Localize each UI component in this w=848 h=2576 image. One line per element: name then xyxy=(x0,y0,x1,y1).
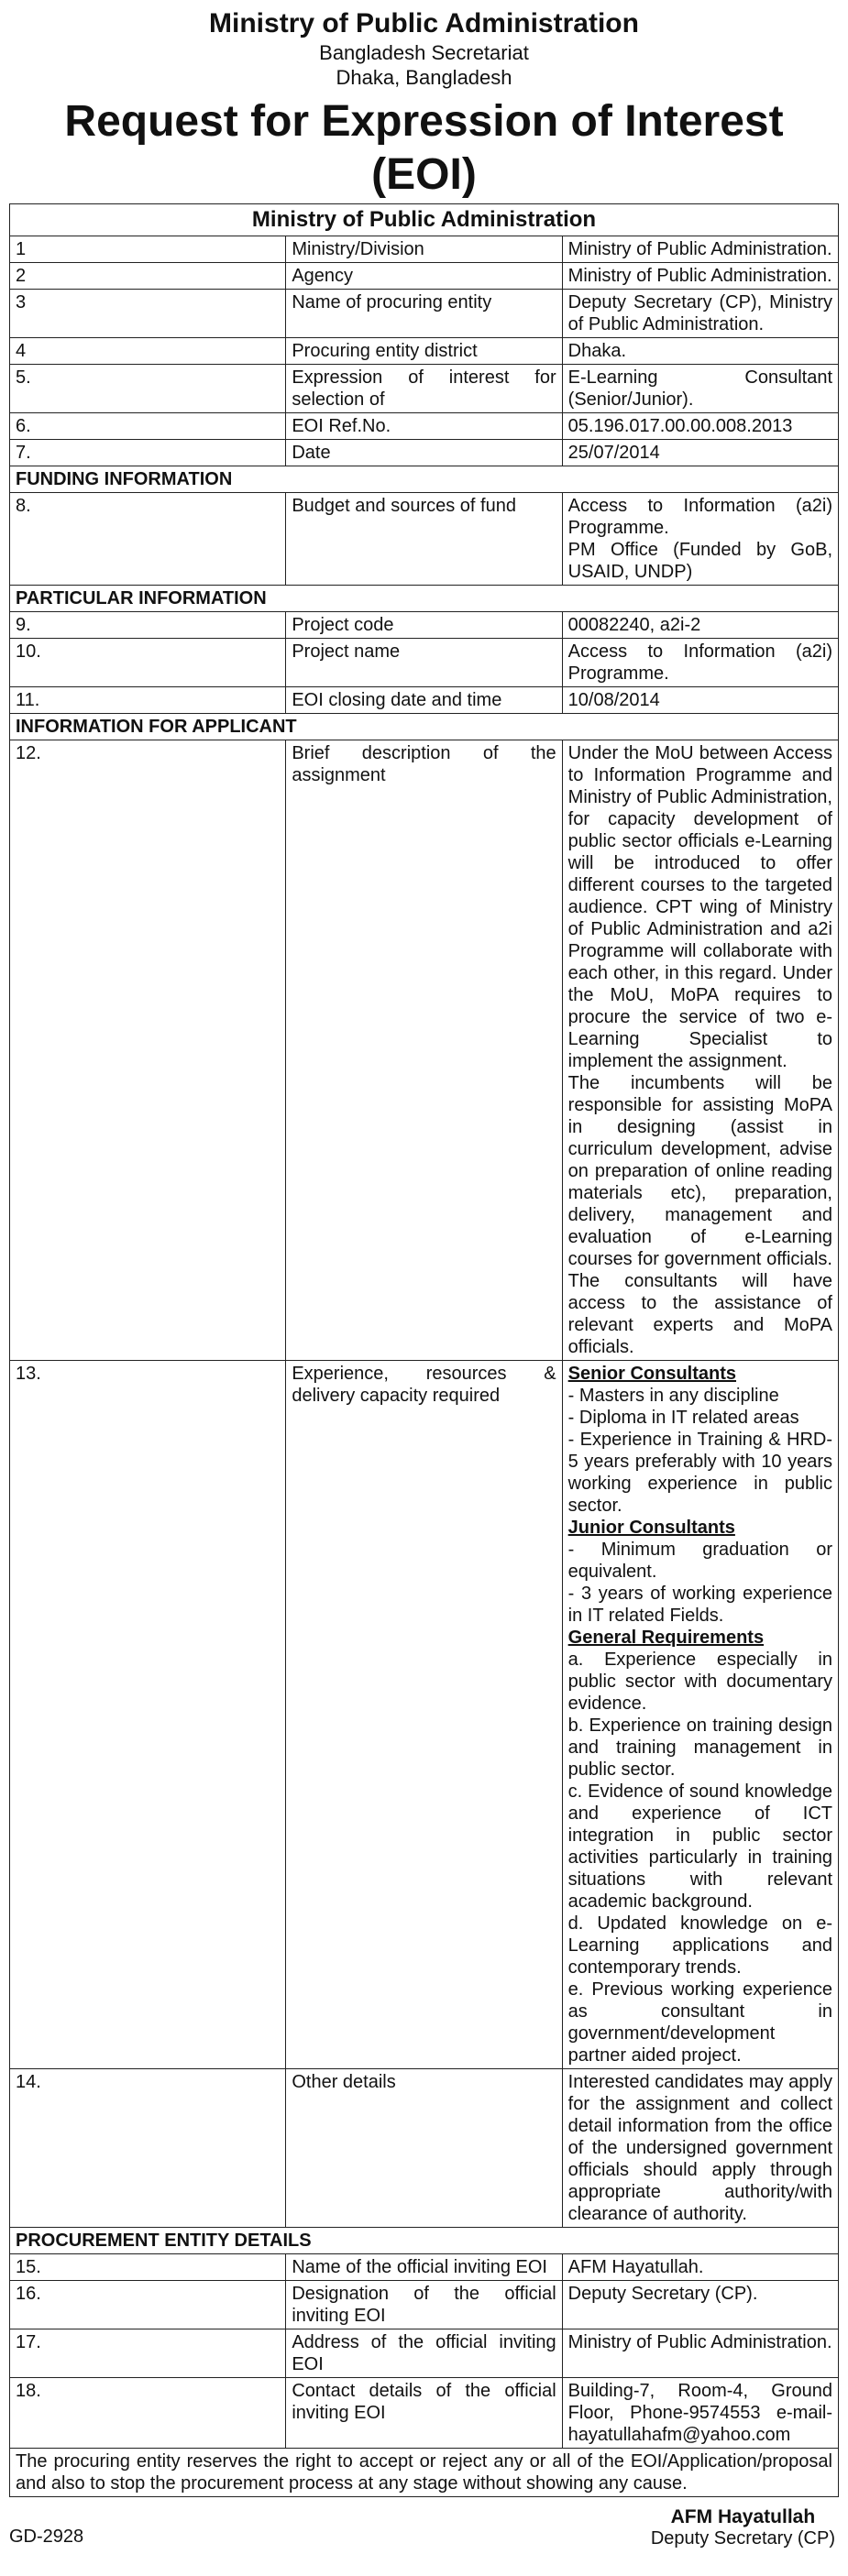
row-label: Agency xyxy=(286,263,562,290)
row-value: Ministry of Public Administration. xyxy=(562,236,838,263)
table-row xyxy=(10,365,839,413)
row-number: 16. xyxy=(10,2281,286,2329)
junior-consultants-heading: Junior Consultants xyxy=(567,1518,735,1538)
secretariat-name: Bangladesh Secretariat xyxy=(319,41,529,64)
table-row xyxy=(10,413,839,440)
table-row xyxy=(10,2254,839,2281)
row-number: 6. xyxy=(10,413,286,440)
gd-code: GD-2928 xyxy=(9,2527,84,2547)
row-number: 8. xyxy=(10,493,286,586)
table-row xyxy=(10,2378,839,2449)
row-value: Deputy Secretary (CP), Ministry of Public Administration. xyxy=(562,290,838,338)
table-row xyxy=(10,740,839,1361)
requirement-item: e. Previous working experience as consultant in government/development partner aided project. xyxy=(567,1979,832,2066)
table-row xyxy=(10,2069,839,2228)
row-value: Ministry of Public Administration. xyxy=(562,263,838,290)
requirement-item: - Diploma in IT related areas xyxy=(567,1408,799,1428)
ministry-name: Ministry of Public Administration xyxy=(209,8,639,38)
requirement-item: - Masters in any discipline xyxy=(567,1386,779,1406)
row-value: Access to Information (a2i) Programme. xyxy=(562,639,838,687)
section-row xyxy=(10,2228,839,2254)
section-row xyxy=(10,714,839,740)
table-row xyxy=(10,639,839,687)
table-row xyxy=(10,2329,839,2378)
row-label: Address of the official inviting EOI xyxy=(286,2329,562,2378)
funding-line: Access to Information (a2i) Programme. xyxy=(567,496,832,538)
notice-header xyxy=(9,7,839,202)
table-title-row xyxy=(10,204,839,236)
funding-line: PM Office (Funded by GoB, USAID, UNDP) xyxy=(567,540,832,582)
row-label: Ministry/Division xyxy=(286,236,562,263)
row-number: 2 xyxy=(10,263,286,290)
table-row xyxy=(10,2281,839,2329)
disclaimer-text: The procuring entity reserves the right to accept or reject any or all of the EOI/Application/proposal and also to stop the procurement process at any stage without showing any cause. xyxy=(10,2449,839,2497)
row-number: 7. xyxy=(10,440,286,466)
row-value: Deputy Secretary (CP). xyxy=(562,2281,838,2329)
row-value: AFM Hayatullah. xyxy=(562,2254,838,2281)
row-number: 9. xyxy=(10,612,286,639)
row-value: 25/07/2014 xyxy=(562,440,838,466)
row-value xyxy=(562,740,838,1361)
table-row xyxy=(10,290,839,338)
row-number: 12. xyxy=(10,740,286,1361)
row-value: 10/08/2014 xyxy=(562,687,838,714)
row-label: Name of the official inviting EOI xyxy=(286,2254,562,2281)
row-value xyxy=(562,1361,838,2069)
row-label: Name of procuring entity xyxy=(286,290,562,338)
row-number: 5. xyxy=(10,365,286,413)
row-label: Contact details of the official inviting EOI xyxy=(286,2378,562,2449)
row-number: 11. xyxy=(10,687,286,714)
row-label: Brief description of the assignment xyxy=(286,740,562,1361)
row-label: EOI Ref.No. xyxy=(286,413,562,440)
requirement-item: - Minimum graduation or equivalent. xyxy=(567,1540,832,1582)
row-number: 3 xyxy=(10,290,286,338)
table-row xyxy=(10,687,839,714)
eoi-notice xyxy=(9,7,839,2576)
table-row xyxy=(10,338,839,365)
row-value: 00082240, a2i-2 xyxy=(562,612,838,639)
table-row xyxy=(10,440,839,466)
notice-title: Request for Expression of Interest (EOI) xyxy=(64,97,784,199)
row-number: 1 xyxy=(10,236,286,263)
signature-block xyxy=(651,2506,835,2549)
section-row xyxy=(10,466,839,493)
requirement-item: c. Evidence of sound knowledge and experience of ICT integration in public sector activities particularly in training situations with relevant academic background. xyxy=(567,1781,832,1912)
requirement-item: b. Experience on training design and training management in public sector. xyxy=(567,1716,832,1780)
table-row xyxy=(10,1361,839,2069)
table-row xyxy=(10,612,839,639)
row-label: EOI closing date and time xyxy=(286,687,562,714)
general-requirements-heading: General Requirements xyxy=(567,1628,765,1648)
row-label: Project code xyxy=(286,612,562,639)
row-label: Other details xyxy=(286,2069,562,2228)
row-number: 14. xyxy=(10,2069,286,2228)
row-label: Date xyxy=(286,440,562,466)
row-number: 13. xyxy=(10,1361,286,2069)
senior-consultants-heading: Senior Consultants xyxy=(567,1364,737,1384)
section-applicant: INFORMATION FOR APPLICANT xyxy=(10,714,839,740)
eoi-table xyxy=(9,203,839,2497)
row-label: Expression of interest for selection of xyxy=(286,365,562,413)
assignment-paragraph: The incumbents will be responsible for assisting MoPA in designing (assist in curriculum development, advise on preparation of online reading materials etc), preparation, delivery, management and evaluation of e-Learning courses for government officials. The consultants will have access to the assistance of relevant experts and MoPA officials. xyxy=(567,1073,832,1357)
section-particular: PARTICULAR INFORMATION xyxy=(10,586,839,612)
notice-footer xyxy=(9,2503,839,2576)
requirement-item: d. Updated knowledge on e-Learning applications and contemporary trends. xyxy=(567,1913,832,1978)
signer-title: Deputy Secretary (CP) xyxy=(650,2528,835,2549)
section-row xyxy=(10,586,839,612)
disclaimer-row xyxy=(10,2449,839,2497)
assignment-paragraph: Under the MoU between Access to Information Programme and Ministry of Public Administration, for capacity development of public sector officials e-Learning will be introduced to offer different courses to the targeted audience. CPT wing of Ministry of Public Administration and a2i Programme will collaborate with each other, in this regard. Under the MoU, MoPA requires to procure the service of two e-Learning Specialist to implement the assignment. xyxy=(567,743,832,1071)
row-value: 05.196.017.00.00.008.2013 xyxy=(562,413,838,440)
row-value: E-Learning Consultant (Senior/Junior). xyxy=(562,365,838,413)
row-number: 15. xyxy=(10,2254,286,2281)
requirement-item: a. Experience especially in public sector with documentary evidence. xyxy=(567,1650,832,1714)
row-label: Experience, resources & delivery capacity required xyxy=(286,1361,562,2069)
row-number: 17. xyxy=(10,2329,286,2378)
row-label: Designation of the official inviting EOI xyxy=(286,2281,562,2329)
table-row xyxy=(10,263,839,290)
row-number: 18. xyxy=(10,2378,286,2449)
table-row xyxy=(10,236,839,263)
row-value: Building-7, Room-4, Ground Floor, Phone-9574553 e-mail-hayatullahafm@yahoo.com xyxy=(562,2378,838,2449)
requirement-item: - Experience in Training & HRD-5 years preferably with 10 years working experience in public sector. xyxy=(567,1430,832,1516)
row-value: Ministry of Public Administration. xyxy=(562,2329,838,2378)
city-name: Dhaka, Bangladesh xyxy=(336,66,512,89)
row-value: Interested candidates may apply for the assignment and collect detail information from the office of the undersigned government officials should apply through appropriate authority/with clearance of authority. xyxy=(562,2069,838,2228)
table-title: Ministry of Public Administration xyxy=(10,204,839,236)
section-procurement: PROCUREMENT ENTITY DETAILS xyxy=(10,2228,839,2254)
row-label: Project name xyxy=(286,639,562,687)
table-row xyxy=(10,493,839,586)
row-value: Dhaka. xyxy=(562,338,838,365)
row-number: 10. xyxy=(10,639,286,687)
signer-name: AFM Hayatullah xyxy=(670,2506,816,2527)
row-number: 4 xyxy=(10,338,286,365)
row-label: Procuring entity district xyxy=(286,338,562,365)
requirement-item: - 3 years of working experience in IT related Fields. xyxy=(567,1584,832,1626)
section-funding: FUNDING INFORMATION xyxy=(10,466,839,493)
row-value xyxy=(562,493,838,586)
row-label: Budget and sources of fund xyxy=(286,493,562,586)
